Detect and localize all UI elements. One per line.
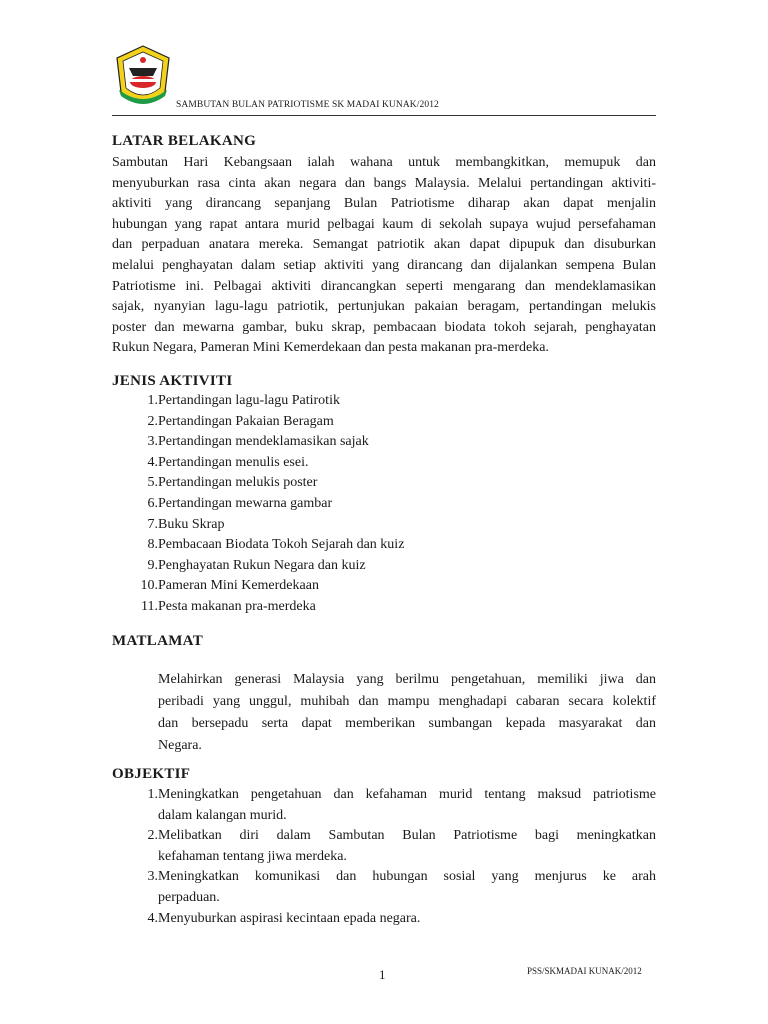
list-item bbox=[112, 453, 656, 474]
list-item-text: Pameran Mini Kemerdekaan bbox=[158, 578, 319, 594]
list-item-number: 1. bbox=[147, 393, 158, 408]
paragraph-line: Melahirkan generasi Malaysia yang berilmu pengetahuan, memiliki jiwa dan bbox=[158, 672, 656, 687]
list-item-number: 3. bbox=[147, 434, 158, 450]
section-heading-jenis-aktiviti: JENIS AKTIVITI bbox=[112, 373, 233, 389]
list-item-number: 6. bbox=[147, 495, 158, 511]
list-item-text: Pertandingan mewarna gambar bbox=[158, 495, 333, 511]
list-item bbox=[112, 576, 656, 597]
list-item-text: Pembacaan Biodata Tokoh Sejarah dan kuiz bbox=[158, 537, 405, 553]
list-item bbox=[112, 494, 656, 515]
list-item bbox=[112, 473, 656, 494]
list-item-number: 7. bbox=[147, 516, 158, 532]
matlamat-paragraph bbox=[158, 669, 656, 757]
section-heading-matlamat: MATLAMAT bbox=[112, 633, 204, 649]
list-item-number: 2. bbox=[147, 413, 158, 429]
paragraph-line: aktiviti yang dirancang sepanjang Bulan Patriotisme diharap akan dapat menjalin bbox=[112, 196, 656, 212]
list-item-number: 5. bbox=[147, 475, 158, 491]
paragraph-line: poster dan mewarna gambar, buku skrap, pembacaan biodata tokoh sejarah, penghayatan bbox=[112, 319, 656, 335]
paragraph-line: sajak, nyanyian lagu-lagu patriotik, pertunjukan pakaian beragam, pertandingan melukis bbox=[112, 299, 656, 315]
paragraph-line: hubungan yang rapat antara murid pelbagai kaum di sekolah supaya wujud persefahaman bbox=[112, 216, 656, 232]
paragraph-line: Sambutan Hari Kebangsaan ialah wahana untuk membangkitkan, memupuk dan bbox=[112, 155, 656, 170]
paragraph-line: Patriotisme ini. Pelbagai aktiviti dirancangkan seperti mengarang dan mendeklamasikan bbox=[112, 278, 656, 294]
list-item-text: Buku Skrap bbox=[158, 516, 225, 532]
list-item-text: Pertandingan melukis poster bbox=[158, 475, 318, 491]
list-item-number: 1. bbox=[147, 787, 158, 802]
list-item-number: 8. bbox=[147, 537, 158, 553]
list-item bbox=[112, 597, 656, 618]
list-item-text: Meningkatkan komunikasi dan hubungan sosial yang menjurus ke arah bbox=[158, 869, 656, 885]
list-item-number: 3. bbox=[147, 869, 158, 885]
footer-text: PSS/SKMADAI KUNAK/2012 bbox=[527, 966, 642, 976]
list-item-text: Melibatkan diri dalam Sambutan Bulan Patriotisme bagi meningkatkan bbox=[158, 828, 656, 844]
list-item bbox=[112, 909, 656, 930]
section-heading-latar-belakang: LATAR BELAKANG bbox=[112, 133, 257, 149]
paragraph-line: Rukun Negara, Pameran Mini Kemerdekaan dan pesta makanan pra-merdeka. bbox=[112, 340, 549, 356]
list-item-text: kefahaman tentang jiwa merdeka. bbox=[158, 848, 347, 864]
list-item-text: Pertandingan Pakaian Beragam bbox=[158, 413, 334, 429]
paragraph-line: peribadi yang unggul, muhibah dan mampu menghadapi cabaran secara kolektif bbox=[158, 694, 656, 709]
list-item-number: 10. bbox=[140, 578, 158, 594]
list-item-number: 4. bbox=[147, 910, 158, 926]
latar-belakang-paragraph bbox=[112, 153, 656, 359]
list-item bbox=[112, 535, 656, 556]
list-item bbox=[112, 391, 656, 412]
list-item-text: Pertandingan menulis esei. bbox=[158, 454, 309, 470]
paragraph-line: melalui penghayatan dalam setiap aktiviti yang dirancang dan dijalankan sempena Bulan bbox=[112, 257, 656, 273]
list-item bbox=[112, 826, 656, 867]
jenis-aktiviti-list bbox=[112, 391, 656, 618]
list-item-text: Pesta makanan pra-merdeka bbox=[158, 598, 316, 614]
list-item-number: 2. bbox=[147, 828, 158, 844]
paragraph-line: dan bersepadu serta dapat memberikan sumbangan kepada masyarakat dan bbox=[158, 716, 656, 731]
list-item-text: Pertandingan lagu-lagu Patirotik bbox=[158, 393, 340, 408]
list-item-text: dalam kalangan murid. bbox=[158, 807, 287, 823]
list-item bbox=[112, 785, 656, 826]
list-item-number: 11. bbox=[141, 598, 158, 614]
list-item-text: Penghayatan Rukun Negara dan kuiz bbox=[158, 557, 366, 573]
list-item bbox=[112, 867, 656, 908]
objektif-list bbox=[112, 785, 656, 929]
paragraph-line: menyuburkan rasa cinta akan negara dan bangs Malaysia. Melalui pertandingan aktiviti- bbox=[112, 175, 656, 191]
header-divider bbox=[112, 115, 656, 116]
list-item bbox=[112, 515, 656, 536]
list-item-number: 9. bbox=[147, 557, 158, 573]
list-item bbox=[112, 556, 656, 577]
school-crest-logo bbox=[113, 44, 173, 110]
list-item bbox=[112, 412, 656, 433]
section-heading-objektif: OBJEKTIF bbox=[112, 766, 191, 782]
list-item-number: 4. bbox=[147, 454, 158, 470]
list-item-text: Meningkatkan pengetahuan dan kefahaman murid tentang maksud patriotisme bbox=[158, 787, 656, 802]
header-title: SAMBUTAN BULAN PATRIOTISME SK MADAI KUNAK/2012 bbox=[176, 100, 439, 110]
paragraph-line: dan perpaduan anatara mereka. Semangat patriotik akan dapat dipupuk dan disuburkan bbox=[112, 237, 656, 253]
list-item-text: Pertandingan mendeklamasikan sajak bbox=[158, 434, 369, 450]
list-item-text: Menyuburkan aspirasi kecintaan epada negara. bbox=[158, 910, 421, 926]
list-item bbox=[112, 432, 656, 453]
page-number: 1 bbox=[379, 967, 386, 982]
list-item-text: perpaduan. bbox=[158, 889, 220, 905]
paragraph-line: Negara. bbox=[158, 738, 202, 753]
